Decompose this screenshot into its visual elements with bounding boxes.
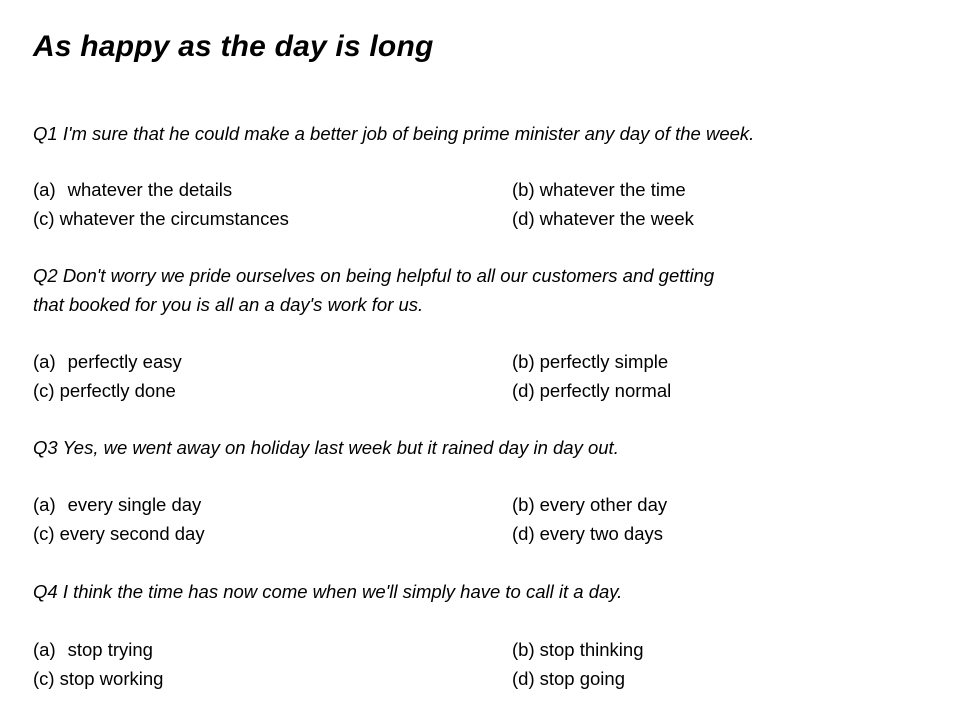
option-text: perfectly normal [539, 380, 672, 401]
option-label: (d) [512, 208, 535, 229]
q4-option-b [512, 635, 644, 664]
option-text: every single day [67, 494, 202, 515]
option-label: (a) [33, 494, 56, 515]
q3-option-a [33, 490, 201, 519]
option-label: (b) [512, 494, 535, 515]
option-label: (c) [33, 668, 55, 689]
question-4-text: Q4 I think the time has now come when we'll simply have to call it a day. [33, 581, 623, 602]
q3-option-b [512, 490, 667, 519]
option-text: stop thinking [539, 639, 644, 660]
option-text: every two days [539, 523, 664, 544]
option-label: (a) [33, 639, 56, 660]
q4-option-d [512, 664, 625, 693]
q1-option-a [33, 175, 232, 204]
option-text: whatever the details [67, 179, 233, 200]
q1-option-d [512, 204, 694, 233]
option-text: perfectly easy [67, 351, 182, 372]
option-label: (d) [512, 523, 535, 544]
option-text: perfectly done [59, 380, 176, 401]
q2-option-a [33, 347, 182, 376]
option-label: (c) [33, 208, 55, 229]
option-label: (b) [512, 179, 535, 200]
option-label: (c) [33, 380, 55, 401]
option-text: whatever the circumstances [59, 208, 289, 229]
option-text: every second day [59, 523, 205, 544]
question-1-text: Q1 I'm sure that he could make a better job of being prime minister any day of the week. [33, 123, 755, 144]
question-2-text-line-2: that booked for you is all an a day's work for us. [33, 294, 424, 315]
option-text: stop working [59, 668, 164, 689]
q2-option-b [512, 347, 668, 376]
option-label: (b) [512, 351, 535, 372]
q4-option-a [33, 635, 153, 664]
option-label: (a) [33, 351, 56, 372]
option-label: (c) [33, 523, 55, 544]
option-text: perfectly simple [539, 351, 669, 372]
q3-option-c [33, 519, 205, 548]
option-label: (d) [512, 380, 535, 401]
question-3-text: Q3 Yes, we went away on holiday last week but it rained day in day out. [33, 437, 619, 458]
option-text: whatever the week [539, 208, 694, 229]
question-2-text-line-1: Q2 Don't worry we pride ourselves on being helpful to all our customers and getting [33, 265, 715, 286]
option-label: (b) [512, 639, 535, 660]
option-label: (d) [512, 668, 535, 689]
q3-option-d [512, 519, 663, 548]
option-text: stop going [539, 668, 625, 689]
q1-option-b [512, 175, 686, 204]
option-text: whatever the time [539, 179, 686, 200]
q1-option-c [33, 204, 289, 233]
option-text: every other day [539, 494, 668, 515]
q2-option-d [512, 376, 671, 405]
option-text: stop trying [67, 639, 153, 660]
q4-option-c [33, 664, 163, 693]
page-title: As happy as the day is long [33, 30, 434, 63]
q2-option-c [33, 376, 176, 405]
option-label: (a) [33, 179, 56, 200]
